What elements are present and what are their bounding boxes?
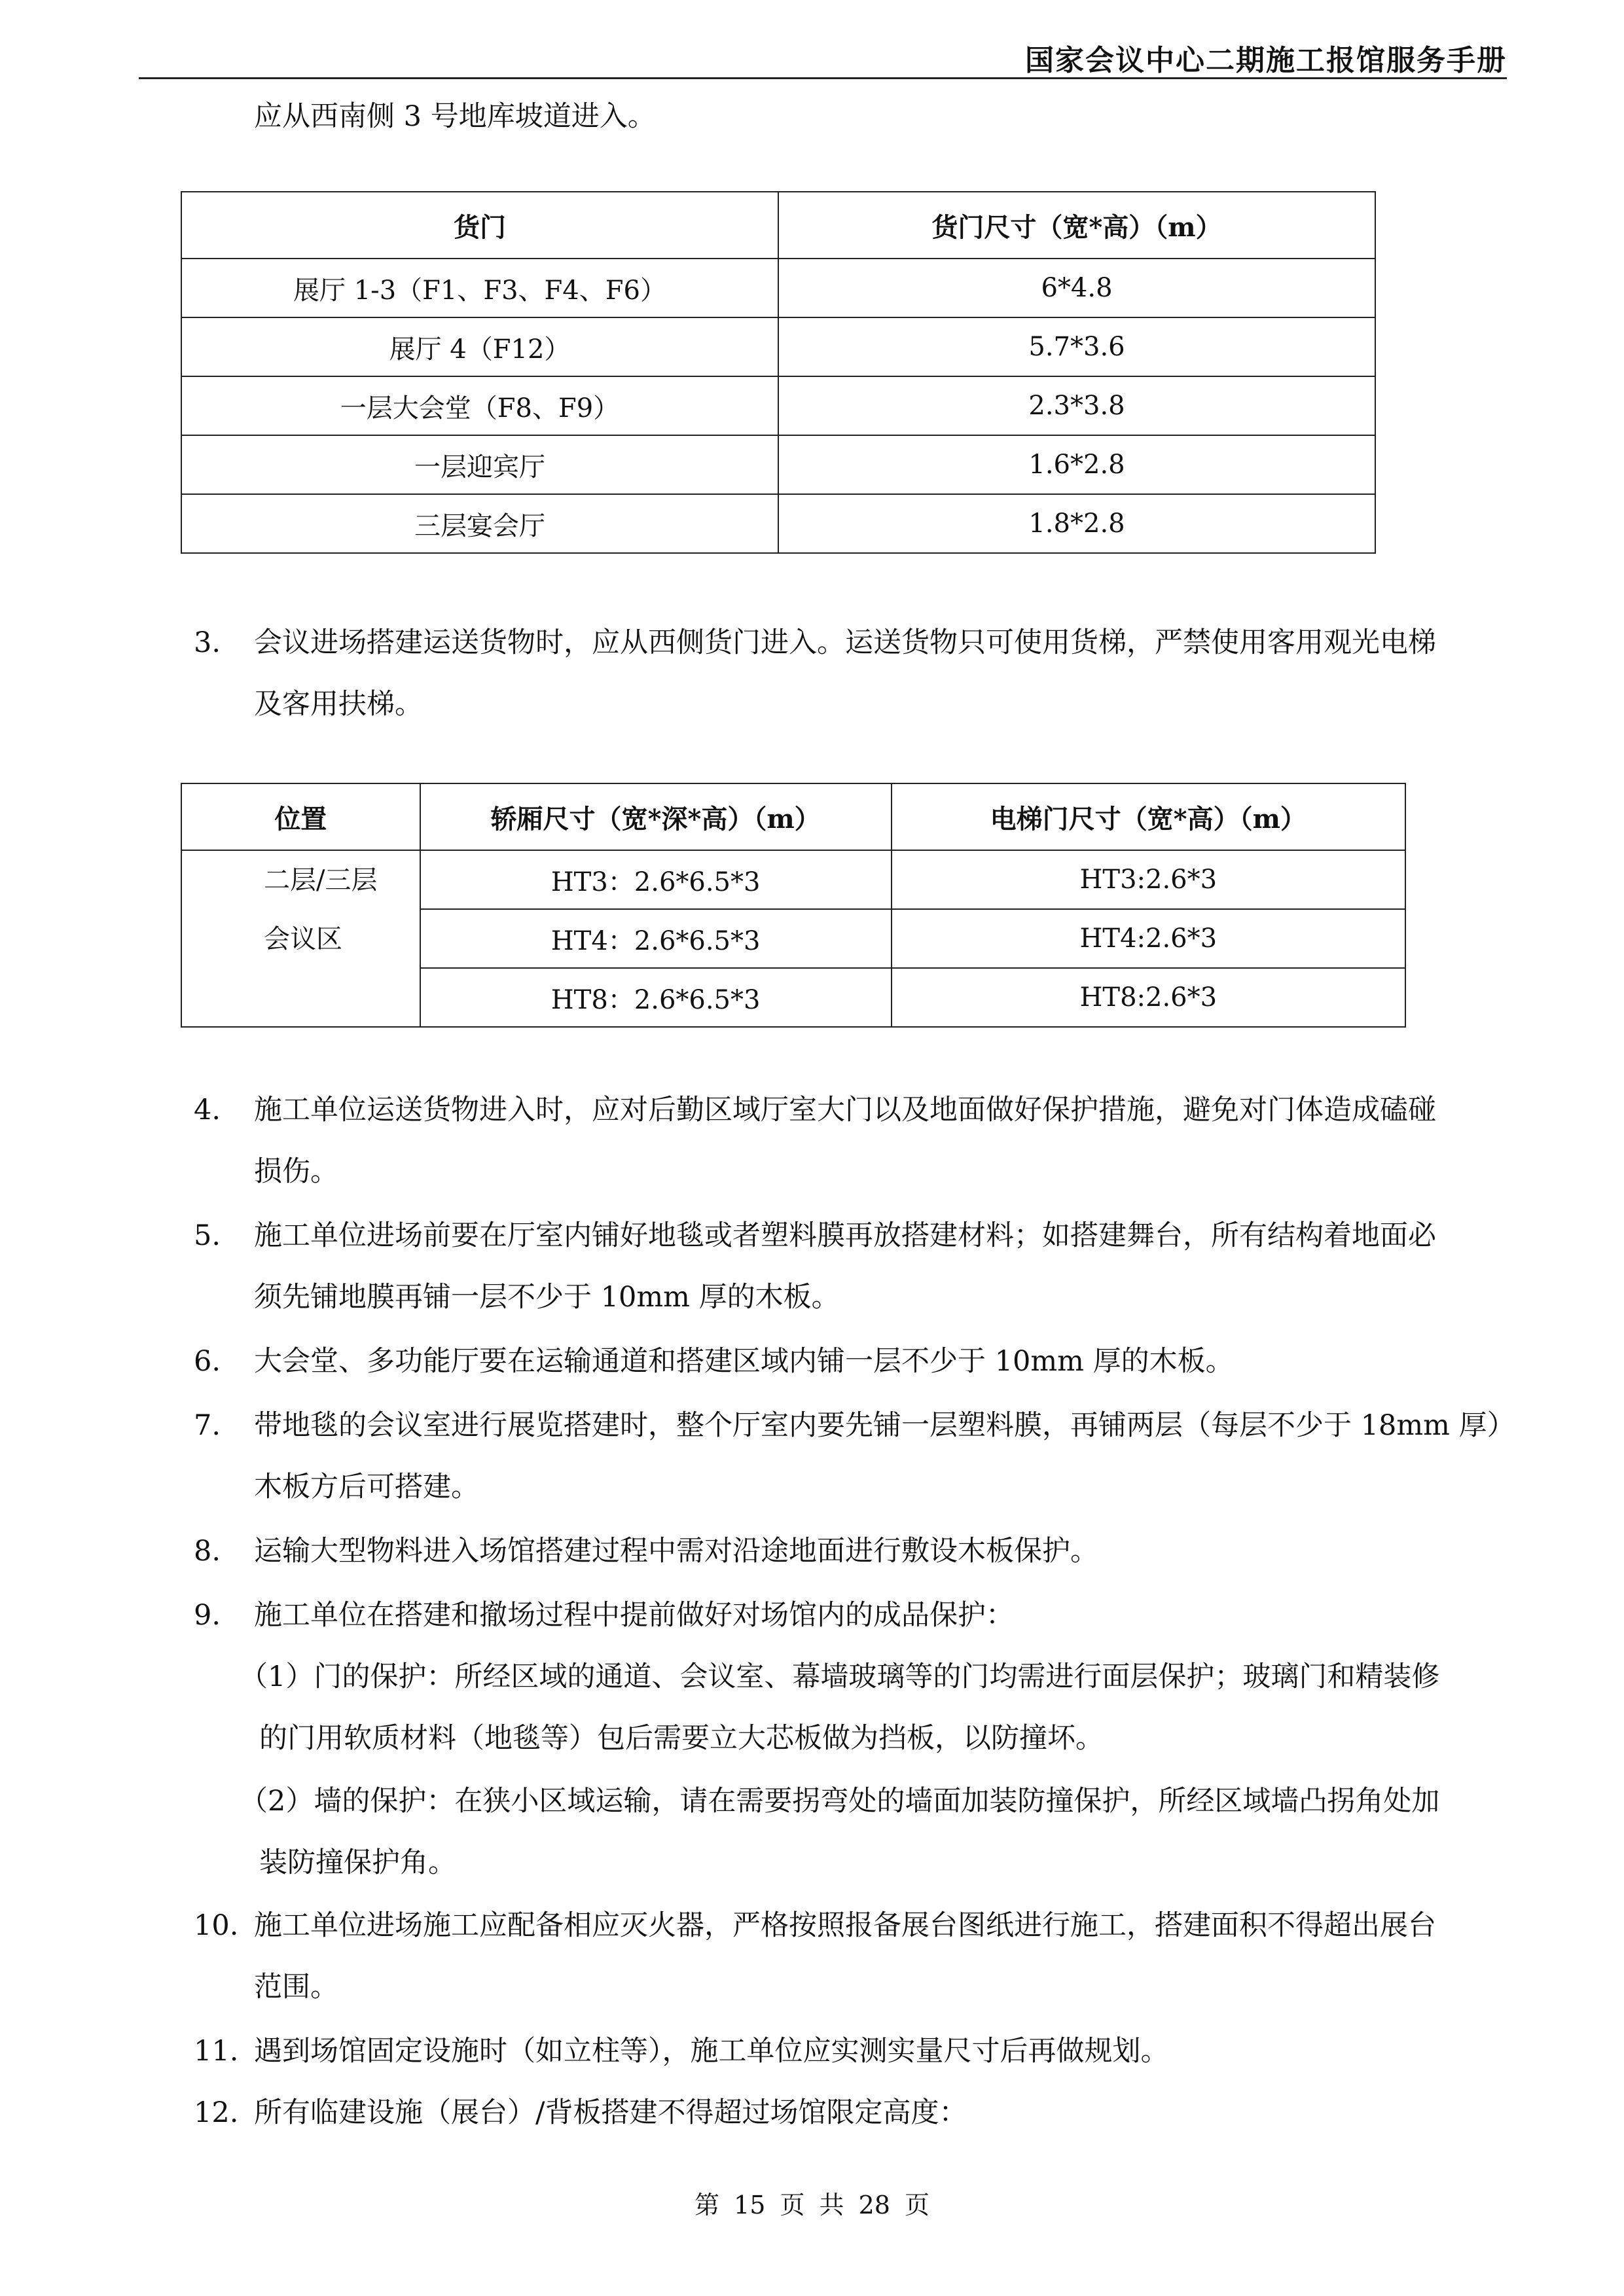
freight-elevator-table: [181, 783, 1406, 1028]
table-header-row: [181, 192, 1375, 259]
door-name: 一层迎宾厅: [181, 435, 778, 494]
door-size: 6*4.8: [778, 259, 1375, 317]
item-text: 带地毯的会议室进行展览搭建时，整个厅室内要先铺一层塑料膜，再铺两层（每层不少于 18mm 厚）: [254, 1409, 1515, 1442]
location-line: 二层/三层: [264, 865, 378, 895]
table-row: [181, 494, 1375, 553]
door-name: 展厅 4（F12）: [181, 317, 778, 376]
header-lift-door-size: 电梯门尺寸（宽*高）（m）: [892, 783, 1405, 850]
item-number: 9.: [194, 1599, 221, 1632]
item-number: 5.: [194, 1219, 221, 1252]
table-row: [181, 850, 1405, 909]
door-size: 1.6*2.8: [778, 435, 1375, 494]
item-number: 10.: [194, 1909, 239, 1942]
item-text: 须先铺地膜再铺一层不少于 10mm 厚的木板。: [254, 1281, 840, 1314]
item-text: 及客用扶梯。: [254, 688, 423, 721]
door-name: 一层大会堂（F8、F9）: [181, 376, 778, 435]
header-location: 位置: [181, 783, 420, 850]
page-header: [139, 34, 1507, 79]
door-size: 5.7*3.6: [778, 317, 1375, 376]
item-text: 装防撞保护角。: [259, 1846, 456, 1879]
car-size: HT3：2.6*6.5*3: [420, 850, 892, 909]
item-number: 6.: [194, 1345, 221, 1378]
intro-text: 应从西南侧 3 号地库坡道进入。: [254, 100, 656, 133]
table-row: [181, 435, 1375, 494]
item-text: （1）门的保护：所经区域的通道、会议室、幕墙玻璃等的门均需进行面层保护；玻璃门和精装修: [240, 1660, 1440, 1693]
page-footer: 第 15 页 共 28 页: [694, 2191, 930, 2219]
cargo-doors-table: [181, 191, 1376, 554]
item-number: 12.: [194, 2096, 239, 2129]
lift-door-size: HT3:2.6*3: [892, 850, 1405, 909]
item-text: 施工单位在搭建和撤场过程中提前做好对场馆内的成品保护：: [254, 1599, 1014, 1632]
header-door-size: 货门尺寸（宽*高）（m）: [778, 192, 1375, 259]
item-text: 木板方后可搭建。: [254, 1471, 479, 1503]
car-size: HT8：2.6*6.5*3: [420, 968, 892, 1027]
car-size: HT4：2.6*6.5*3: [420, 909, 892, 968]
item-text: （2）墙的保护：在狭小区域运输，请在需要拐弯处的墙面加装防撞保护，所经区域墙凸拐角处加: [240, 1785, 1440, 1818]
item-text: 运输大型物料进入场馆搭建过程中需对沿途地面进行敷设木板保护。: [254, 1535, 1098, 1568]
table-header-row: [181, 783, 1405, 850]
item-text: 所有临建设施（展台）/背板搭建不得超过场馆限定高度：: [254, 2096, 967, 2129]
item-text: 施工单位运送货物进入时，应对后勤区域厅室大门以及地面做好保护措施，避免对门体造成磕碰: [254, 1094, 1436, 1126]
location-line: 会议区: [264, 924, 342, 954]
lift-door-size: HT4:2.6*3: [892, 909, 1405, 968]
door-name: 三层宴会厅: [181, 494, 778, 553]
door-size: 2.3*3.8: [778, 376, 1375, 435]
door-size: 1.8*2.8: [778, 494, 1375, 553]
table-row: [181, 376, 1375, 435]
location-cell: [181, 850, 420, 1027]
item-text: 损伤。: [254, 1155, 338, 1188]
table-row: [181, 259, 1375, 317]
item-text: 施工单位进场前要在厅室内铺好地毯或者塑料膜再放搭建材料；如搭建舞台，所有结构着地面必: [254, 1219, 1436, 1252]
table-row: [181, 317, 1375, 376]
item-text: 施工单位进场施工应配备相应灭火器，严格按照报备展台图纸进行施工，搭建面积不得超出展台: [254, 1909, 1436, 1942]
item-number: 11.: [194, 2035, 239, 2068]
header-title: 国家会议中心二期施工报馆服务手册: [1025, 44, 1507, 77]
item-number: 3.: [194, 626, 221, 659]
header-door: 货门: [181, 192, 778, 259]
door-name: 展厅 1-3（F1、F3、F4、F6）: [181, 259, 778, 317]
item-number: 7.: [194, 1409, 221, 1442]
item-text: 的门用软质材料（地毯等）包后需要立大芯板做为挡板，以防撞坏。: [259, 1722, 1104, 1755]
item-number: 8.: [194, 1535, 221, 1568]
item-text: 范围。: [254, 1971, 338, 2003]
item-number: 4.: [194, 1094, 221, 1126]
item-text: 大会堂、多功能厅要在运输通道和搭建区域内铺一层不少于 10mm 厚的木板。: [254, 1345, 1234, 1378]
lift-door-size: HT8:2.6*3: [892, 968, 1405, 1027]
item-text: 会议进场搭建运送货物时，应从西侧货门进入。运送货物只可使用货梯，严禁使用客用观光电梯: [254, 626, 1436, 659]
header-car-size: 轿厢尺寸（宽*深*高）（m）: [420, 783, 892, 850]
item-text: 遇到场馆固定设施时（如立柱等），施工单位应实测实量尺寸后再做规划。: [254, 2035, 1169, 2068]
